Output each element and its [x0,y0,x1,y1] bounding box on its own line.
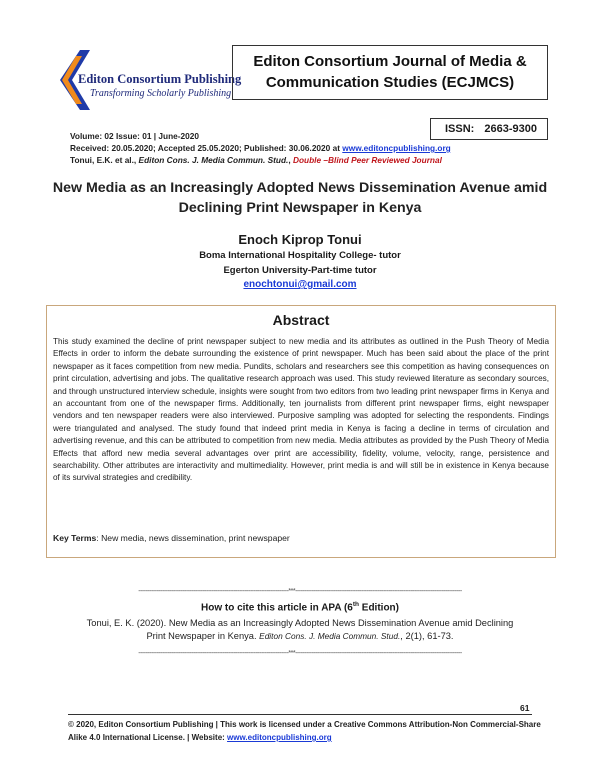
review-note: Double –Blind Peer Reviewed Journal [292,155,442,165]
issn-label: ISSN: [445,123,475,135]
license-text: © 2020, Editon Consortium Publishing | This work is licensed under a Creative Commons Attribution-Non Commercial-Share Alike 4.0 International License. | Website: [68,720,541,742]
article-title: New Media as an Increasingly Adopted News Dissemination Avenue amid Declining Print Newspaper in Kenya [52,180,548,216]
logo-tagline: Transforming Scholarly Publishing [90,88,232,99]
cite-journal: Editon Cons. J. Media Commun. Stud. [259,631,401,641]
separator-top: ----------------------------------------------------------------------------------***------------------------------------------------------------------------------------------- [138,588,462,595]
dates-line [70,143,451,153]
website-link[interactable]: www.editoncpublishing.org [342,143,451,153]
keywords: Key Terms: New media, news dissemination, print newspaper [53,533,290,543]
cite-heading-sup: th [352,601,359,608]
journal-title-line1: Editon Consortium Journal of Media & [253,53,527,70]
publisher-logo [50,44,242,116]
keywords-label: Key Terms [53,533,97,543]
journal-title-box [232,45,548,100]
page-number: 61 [520,703,530,713]
affiliation-1: Boma International Hospitality College- tutor [199,250,401,261]
affiliation-2: Egerton University-Part-time tutor [223,265,377,276]
author-name: Enoch Kiprop Tonui [238,232,362,247]
author-email [0,279,600,290]
logo-name: Editon Consortium Publishing [78,72,242,86]
citation-line [70,155,442,165]
cite-body: Tonui, E. K. (2020). New Media as an Increasingly Adopted News Dissemination Avenue amid Declining Print Newspaper in Kenya. [86,618,514,641]
citation-prefix: Tonui, E.K. et al., [70,155,137,165]
cite-text [80,617,520,643]
citation-journal: Editon Cons. J. Media Commun. Stud. [138,155,289,165]
footer-license [68,718,548,744]
abstract-box [46,305,556,558]
abstract-text: This study examined the decline of print newspaper subject to new media and its attributes as outlined in the Push Theory of Media Effects in order to inform the debate surrounding the existence of print newspaper. Much has been said about the place of the print newspaper as it faces competition from new media. Pundits, scholars and researchers see this competition as having consequences on print circulation, advertising and jobs. The qualitative research approach was used. This study reviewed literature as secondary sources, and through unstructured interview schedule, insights were sought from two editors from two leading print newspaper firms in Kenya and an accountant from one of the newspaper firms. Additionally, ten journalists from different print newspaper firms, eight newspaper vendors and ten newspaper readers were also interviewed. Purposive sampling was adopted for selecting the respondents. Findings were triangulated and analysed. The study found that indeed print media in Kenya is facing a decline in terms of circulation and advertising revenue, and this can be attributed to competition from new media. Media attributes as provided by the Push Theory of Media Effects that afford new media several advantages over print are accessibility, fidelity, volume, velocity, range, persistence and searchability. Other attributes are interactivity and multimediality. However, print media is and will still be in existence in Kenya because of its survival strategies and credibility. [53,337,549,483]
issn-value: 2663-9300 [484,123,537,135]
abstract-heading: Abstract [272,312,330,328]
journal-title-line2: Communication Studies (ECJMCS) [265,74,515,91]
cite-heading-text: How to cite this article in APA (6 [200,602,353,614]
cite-heading [0,601,600,613]
citation-suffix: , [288,155,291,165]
separator-bottom: ----------------------------------------------------------------------------------***------------------------------------------------------------------------------------------- [138,650,462,657]
issn-box [430,118,548,140]
footer-divider [68,714,532,715]
dates-text: Received: 20.05.2020; Accepted 25.05.2020; Published: 30.06.2020 at [70,143,340,153]
email-link[interactable]: enochtonui@gmail.com [243,279,357,290]
cite-heading-end: Edition) [359,602,399,614]
footer-website-link[interactable]: www.editoncpublishing.org [227,733,332,742]
volume-line: Volume: 02 Issue: 01 | June-2020 [70,131,199,141]
keywords-value: New media, news dissemination, print newspaper [101,533,290,543]
cite-volume: , 2(1), 61-73. [400,631,454,641]
